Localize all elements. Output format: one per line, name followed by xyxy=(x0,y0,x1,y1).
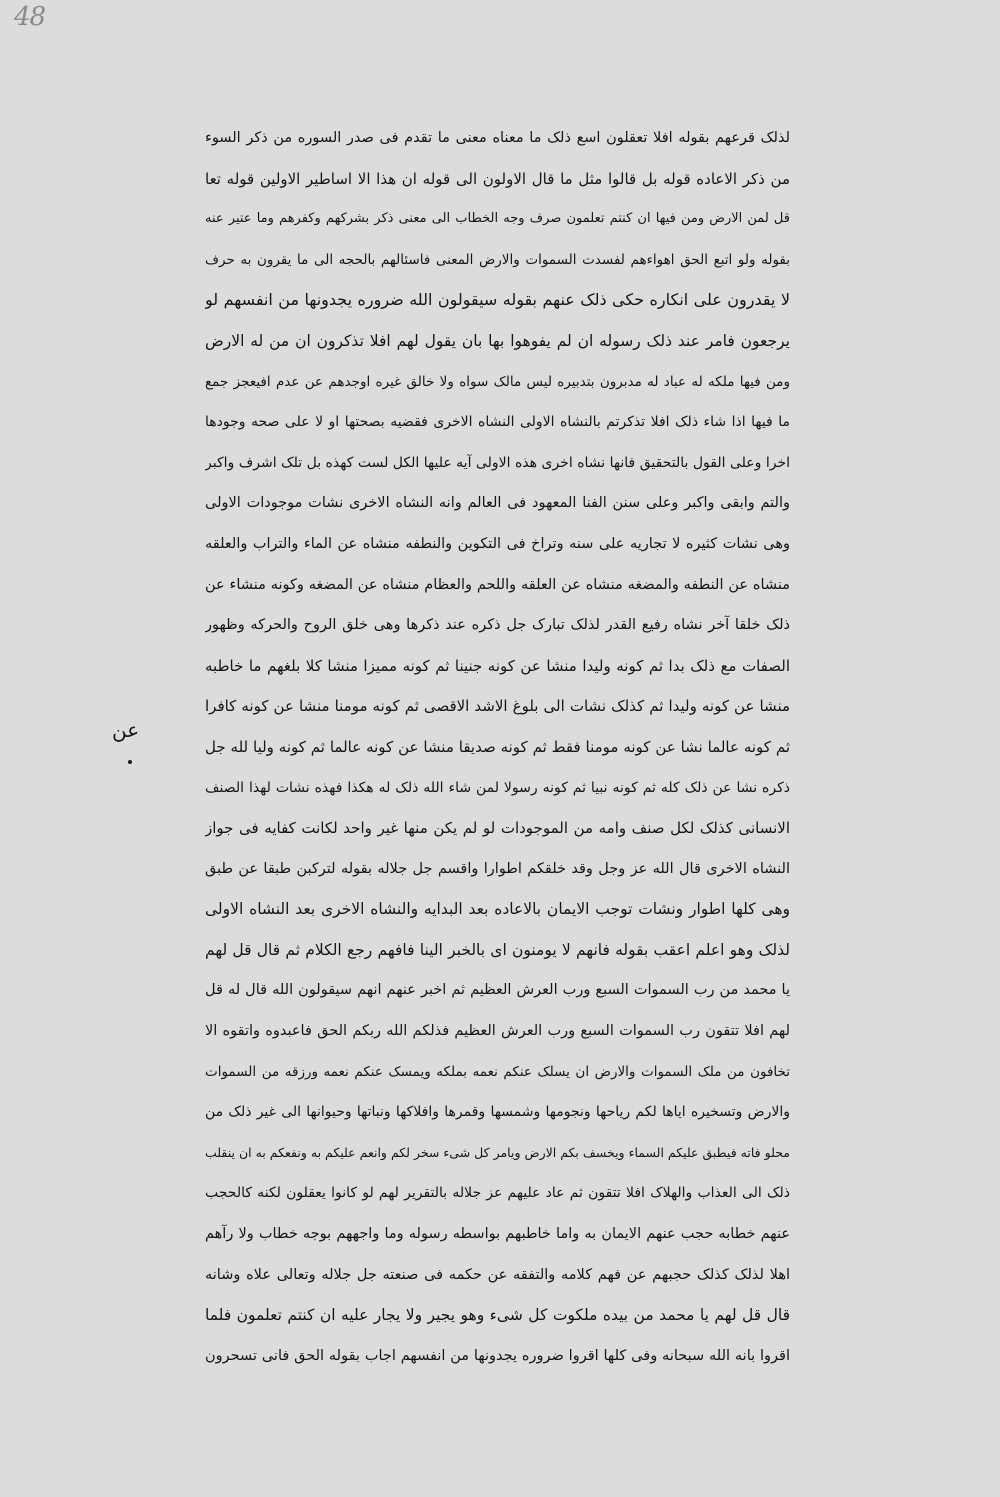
text-line: الصفات مع ذلک بدا ثم کونه ولیدا منشا عن کونه جنینا ثم کونه ممیزا منشا کلا بلغهم ما خاطبه xyxy=(205,656,790,675)
text-line: ما فیها اذا شاء ذلک افلا تذکرتم بالنشاه الاولی النشاه الاخری فقضیه بصحتها او لا علی صحه وجودها xyxy=(205,414,790,431)
text-line: منشاه عن النطفه والمضغه منشاه عن العلقه واللحم والعظام منشاه عن المضغه وکونه منشاء عن xyxy=(205,576,790,593)
text-line: اخرا وعلی القول بالتحقیق فانها نشاه اخری هذه الاولی آیه علیها الکل لست کهذه بل تلک اشرف واکبر xyxy=(205,454,790,471)
text-line: النشاه الاخری قال الله عز وجل وقد خلقکم اطوارا واقسم جل جلاله بقوله لترکبن طبقا عن طبق xyxy=(205,860,790,877)
text-line: ذلک الی العذاب والهلاک افلا تتقون ثم عاد علیهم عز جلاله بالتقریر لهم لو کانوا یعقلون لکنه کالحجب xyxy=(205,1185,790,1202)
text-line: اقروا بانه الله سبحانه وفی کلها اقروا ضروره یجدونها من انفسهم اجاب بقوله الحق فانی تسحرون xyxy=(205,1347,790,1364)
margin-note: عن xyxy=(112,718,140,742)
text-line: بقوله ولو اتبع الحق اهواءهم لفسدت السموات والارض المعنی فاسئالهم بالحجه الی ما یقرون به حرف xyxy=(205,251,790,268)
text-line: قال قل لهم یا محمد من بیده ملکوت کل شیء وهو یجیر ولا یجار علیه ان کنتم تعلمون فلما xyxy=(205,1306,790,1325)
text-line: وهی نشات کثیره لا تجاریه علی سنه وتراخ فی التکوین والنطفه منشاه عن الماء والتراب والعلقه xyxy=(205,535,790,552)
text-line: یا محمد من رب السموات السبع ورب العرش العظیم ثم اخبر عنهم انهم سیقولون الله قال له قل xyxy=(205,982,790,999)
text-line: الانسانی کذلک لکل صنف وامه من الموجودات لو لم یکن منها غیر واحد لکانت کفایه فی جواز xyxy=(205,819,790,838)
text-line: منشا عن کونه ولیدا ثم کذلک نشات الی بلوغ الاشد الاقصی ثم کونه مومنا منشا عن کونه کافرا xyxy=(205,697,790,716)
text-line: من ذکر الاعاده قوله بل قالوا مثل ما قال الاولون الی قوله ان هذا الا اساطیر الاولین قوله تعا xyxy=(205,169,790,188)
margin-dot xyxy=(128,760,132,764)
text-line: لهم افلا تتقون رب السموات السبع ورب العرش العظیم فذلکم الله ربکم الحق فاعبدوه واتقوه الا xyxy=(205,1023,790,1040)
text-line: ثم کونه عالما نشا عن کونه مومنا فقط ثم کونه صدیقا منشا عن کونه عالما ثم کونه ولیا لله جل xyxy=(205,737,790,756)
text-line: والارض وتسخیره ایاها لکم ریاحها ونجومها وشمسها وقمرها وافلاکها ونباتها وحیوانها الی غیر ذلک من xyxy=(205,1104,790,1121)
text-line: محلو فاته فیطبق علیکم السماء ویخسف بکم الارض ویامر کل شیء سخر لکم وانعم علیکم به ونفعکم به ان ینقلب xyxy=(205,1144,790,1160)
text-line: اهلا لذلک کذلک حجبهم عن فهم کلامه والتفقه عن حکمه فی صنعته جل جلاله وتعالی علاه وشانه xyxy=(205,1266,790,1283)
manuscript-text-block xyxy=(205,118,790,1418)
text-line: وهی کلها اطوار ونشات توجب الایمان بالاعاده بعد البدایه والنشاه الاخری بعد النشاه الاولی xyxy=(205,900,790,919)
text-line: عنهم خطابه حجب عنهم الایمان به واما خاطبهم بواسطه رسوله وما واجههم بوجه خطاب ولا رآهم xyxy=(205,1226,790,1243)
text-line: لذلک قرعهم بقوله افلا تعقلون اسع ذلک ما معناه معنى ما تقدم فی صدر السوره من ذکر السوء xyxy=(205,130,790,146)
text-line: لا یقدرون علی انکاره حکی ذلک عنهم بقوله سیقولون الله ضروره یجدونها من انفسهم لو xyxy=(205,290,790,310)
page-number: 48 xyxy=(14,2,46,32)
text-line: لذلک وهو اعلم اعقب بقوله فانهم لا یومنون ای بالخبر الینا فافهم رجع الکلام ثم قال قل لهم xyxy=(205,940,790,959)
text-line: قل لمن الارض ومن فیها ان کنتم تعلمون صرف وجه الخطاب الی معنی ذکر بشرکهم وکفرهم وما عتیر عنه xyxy=(205,211,790,227)
text-line: یرجعون فامر عند ذلک رسوله ان لم یفوهوا بها بان یقول لهم افلا تذکرون ان من له الارض xyxy=(205,331,790,350)
text-line: ذکره نشا عن ذلک کله ثم کونه نبیا ثم کونه رسولا لمن شاء الله ذلک له هکذا فهذه نشات لهذا الصنف xyxy=(205,779,790,796)
text-line: والتم وابقی واکبر وعلی سنن الفنا المعهود فی العالم وانه النشاه الاخری نشات موجودات الاولی xyxy=(205,495,790,512)
text-line: ومن فیها ملکه له عباد له مدبرون بتدبیره لیس مالک سواه ولا خالق غیره اوجدهم عن عدم افیعجز جمع xyxy=(205,373,790,390)
text-line: تخافون من ملک السموات والارض ان یسلک عنکم نعمه بملکه ویمسک عنکم نعمه ورزقه من السموات xyxy=(205,1063,790,1080)
text-line: ذلک خلقا آخر نشاه رفیع القدر لذلک تبارک جل ذکره عند ذکرها وهی خلق الروح والحرکه وظهور xyxy=(205,617,790,634)
